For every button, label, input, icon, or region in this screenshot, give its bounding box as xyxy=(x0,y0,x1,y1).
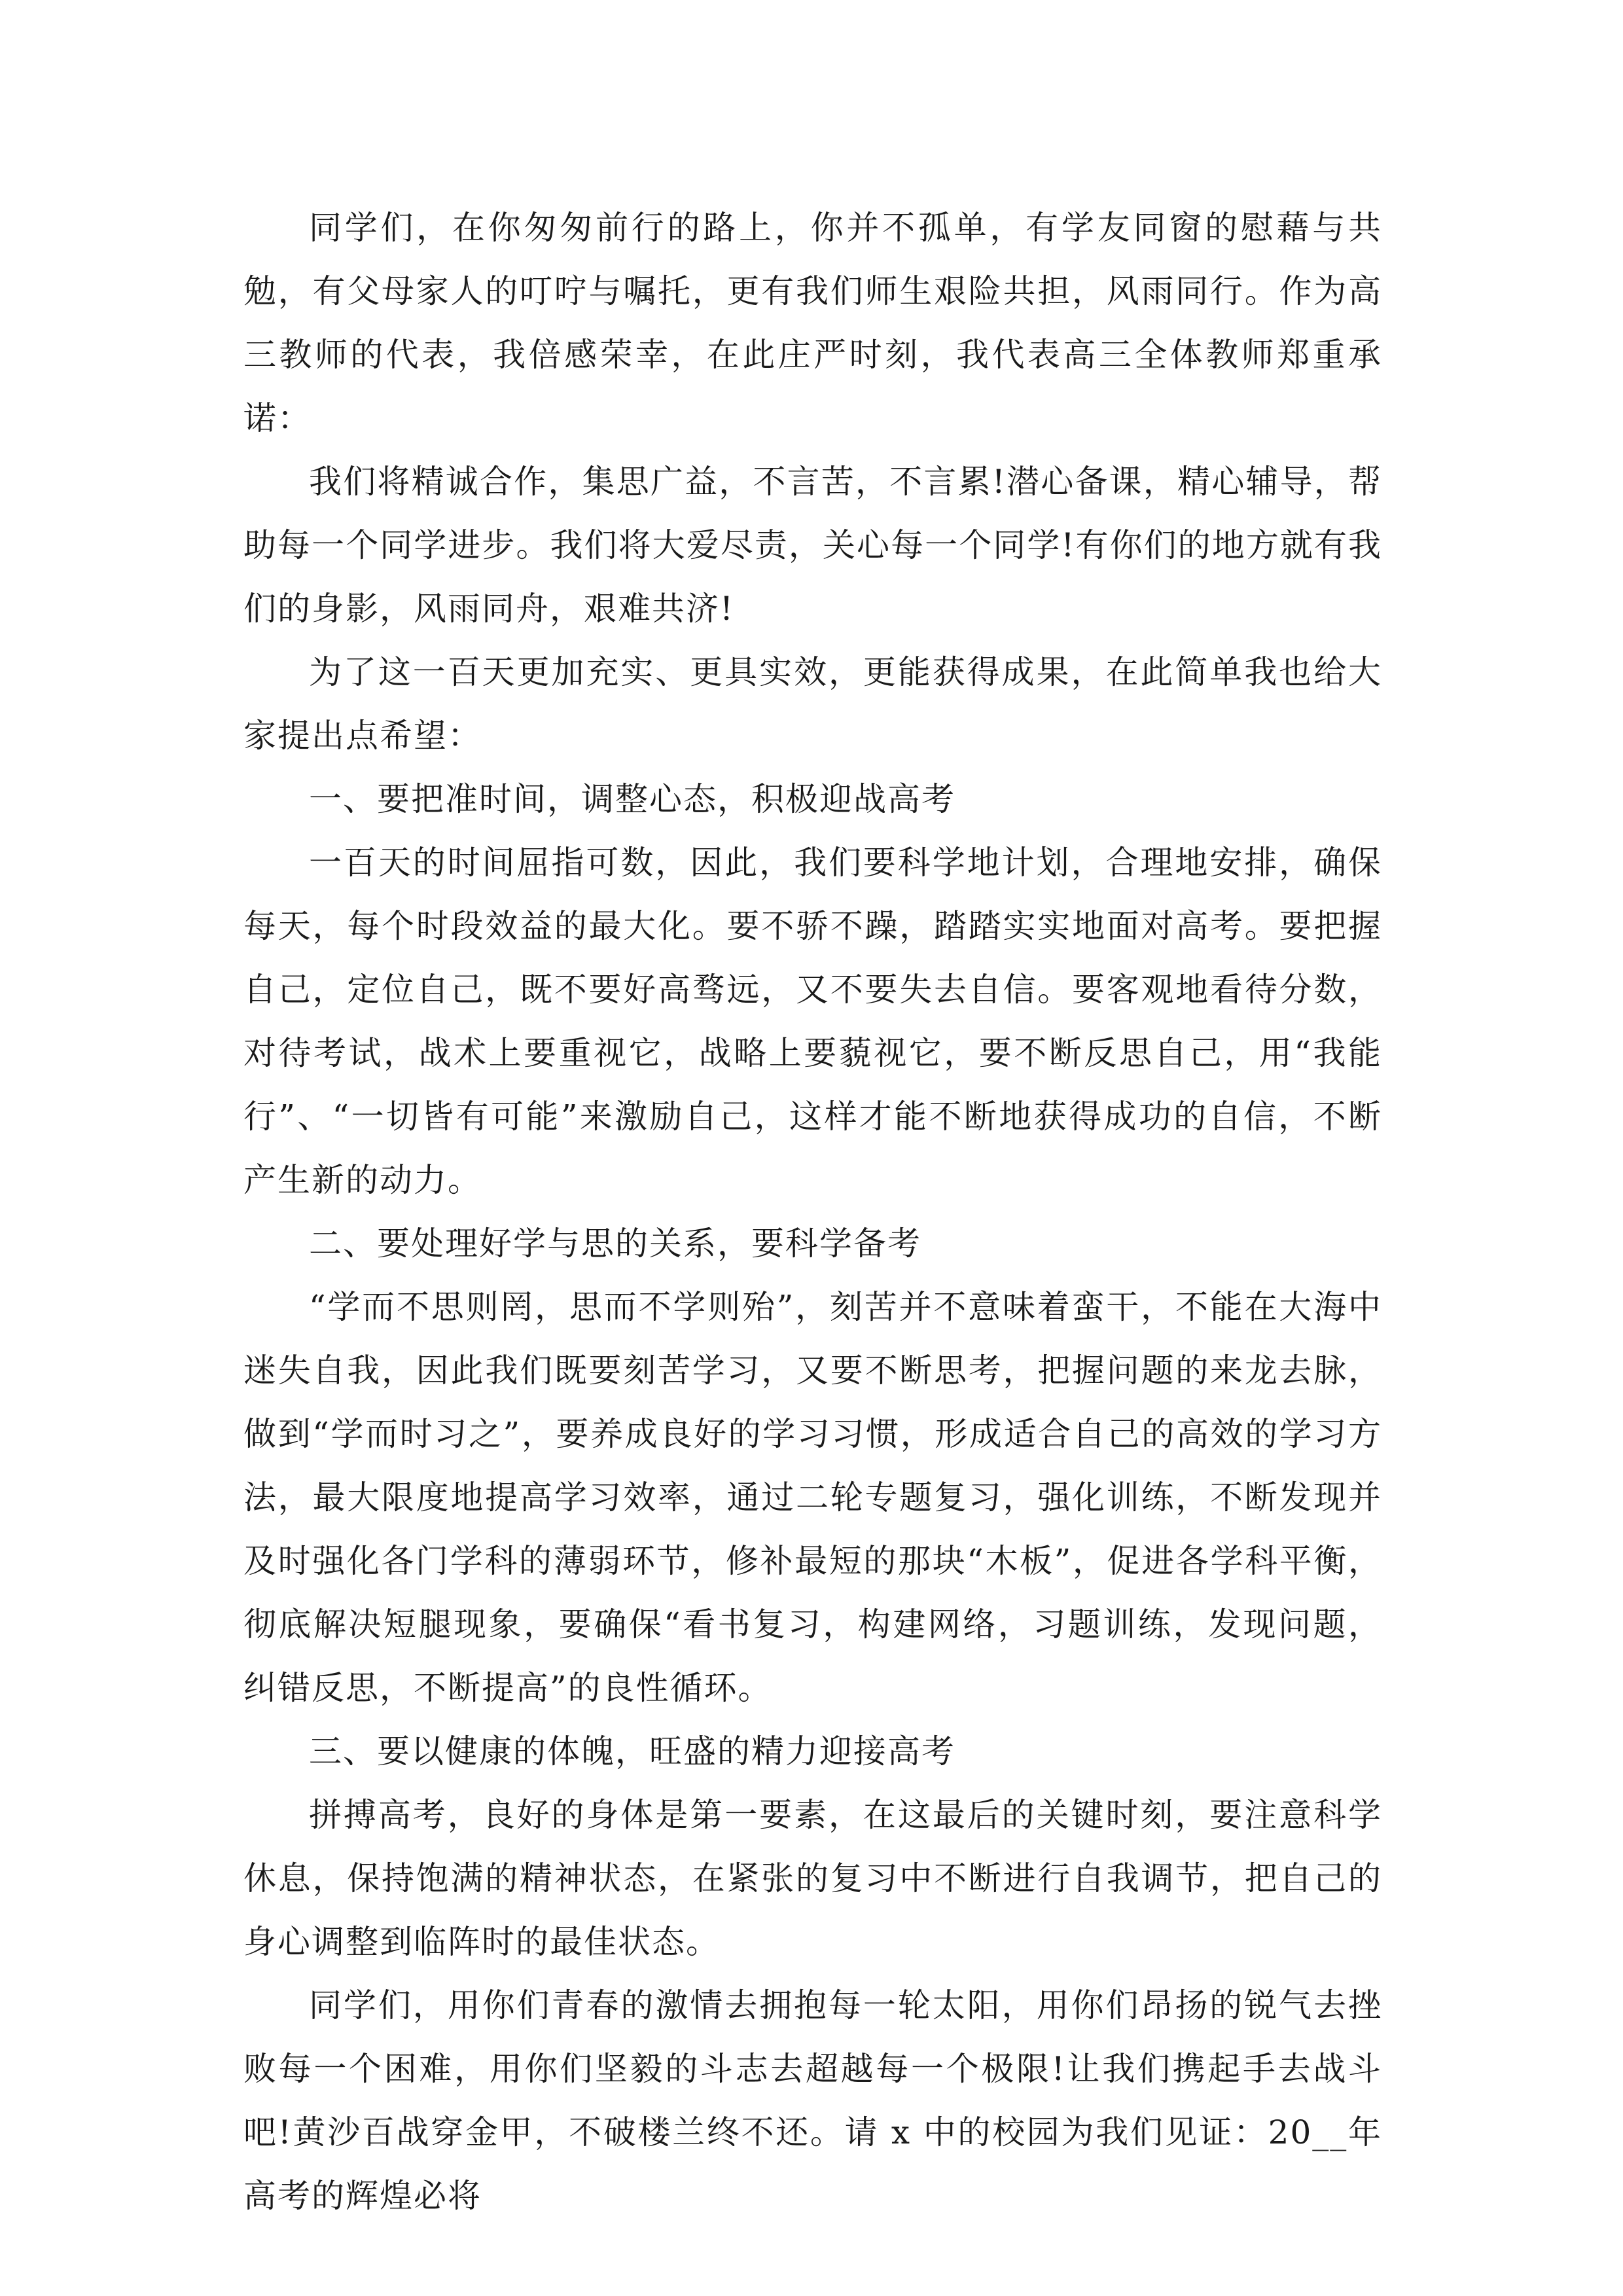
paragraph-closing: 同学们，用你们青春的激情去拥抱每一轮太阳，用你们昂扬的锐气去挫败每一个困难，用你们坚毅的斗志去超越每一个极限!让我们携起手去战斗吧!黄沙百战穿金甲，不破楼兰终不还。请 x 中的校园为我们见证：20__年高考的辉煌必将 xyxy=(243,1986,1382,2215)
paragraph-intro: 同学们，在你匆匆前行的路上，你并不孤单，有学友同窗的慰藉与共勉，有父母家人的叮咛与嘱托，更有我们师生艰险共担，风雨同行。作为高三教师的代表，我倍感荣幸，在此庄严时刻，我代表高三全体教师郑重承诺： xyxy=(243,209,1382,437)
paragraph-point-3: 拼搏高考，良好的身体是第一要素，在这最后的关键时刻，要注意科学休息，保持饱满的精神状态，在紧张的复习中不断进行自我调节，把自己的身心调整到临阵时的最佳状态。 xyxy=(243,1796,1382,1961)
paragraph-point-1: 一百天的时间屈指可数，因此，我们要科学地计划，合理地安排，确保每天，每个时段效益的最大化。要不骄不躁，踏踏实实地面对高考。要把握自己，定位自己，既不要好高骛远，又不要失去自信。要客观地看待分数，对待考试，战术上要重视它，战略上要藐视它，要不断反思自己，用“我能行”、“一切皆有可能”来激励自己，这样才能不断地获得成功的自信，不断产生新的动力。 xyxy=(243,844,1382,1199)
heading-point-3: 三、要以健康的体魄，旺盛的精力迎接高考 xyxy=(309,1732,955,1770)
paragraph-pledge: 我们将精诚合作，集思广益，不言苦，不言累!潜心备课，精心辅导，帮助每一个同学进步。我们将大爱尽责，关心每一个同学!有你们的地方就有我们的身影，风雨同舟，艰难共济! xyxy=(243,463,1382,628)
heading-point-1: 一、要把准时间，调整心态，积极迎战高考 xyxy=(309,780,955,818)
paragraph-point-2: “学而不思则罔，思而不学则殆”，刻苦并不意味着蛮干，不能在大海中迷失自我，因此我们既要刻苦学习，又要不断思考，把握问题的来龙去脉，做到“学而时习之”，要养成良好的学习习惯，形成适合自己的高效的学习方法，最大限度地提高学习效率，通过二轮专题复习，强化训练，不断发现并及时强化各门学科的薄弱环节，修补最短的那块“木板”，促进各学科平衡，彻底解决短腿现象，要确保“看书复习，构建网络，习题训练，发现问题，纠错反思，不断提高”的良性循环。 xyxy=(243,1288,1382,1707)
heading-point-2: 二、要处理好学与思的关系，要科学备考 xyxy=(309,1225,921,1263)
paragraph-hopes: 为了这一百天更加充实、更具实效，更能获得成果，在此简单我也给大家提出点希望： xyxy=(243,653,1382,755)
document-body xyxy=(243,196,1382,2228)
